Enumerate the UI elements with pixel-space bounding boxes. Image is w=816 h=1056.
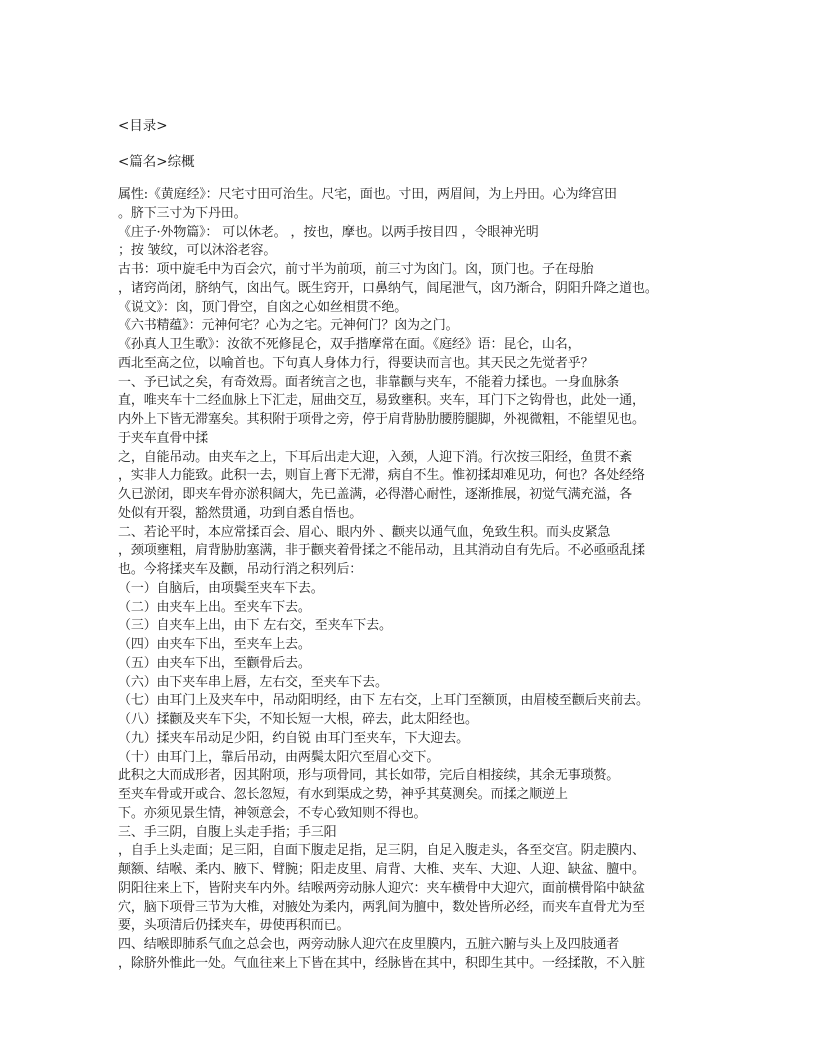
text-line: （十）由耳门上，靠后吊动，由两鬓太阳穴至眉心交下。 (118, 749, 440, 765)
text-line: 颠额、结喉、柔内、腋下、臂腕；阳走皮里、肩背、大椎、夹车、大迎、人迎、缺盆、膻中。 (118, 862, 645, 877)
text-line: 《孙真人卫生歌》：汝欲不死修昆仑，双手揩摩常在面。《庭经》语：昆仑，山名， (118, 337, 581, 352)
text-line: （一）自脑后，由项鬓至夹车下去。 (118, 580, 324, 596)
text-line: 于夹车直骨中揉 (118, 430, 208, 446)
text-line: 。脐下三寸为下丹田。 (118, 205, 247, 221)
text-line: 直，唯夹车十二经血脉上下汇走，屈曲交互，易致壅积。夹车，耳门下之钩骨也，此处一通， (118, 393, 645, 409)
text-line: （二）由夹车上出。至夹车下去。 (118, 599, 311, 615)
text-line: 一、予已试之矣，有奇效焉。面者统言之也，非靠颧与夹车，不能着力揉也。一身血脉条 (118, 374, 620, 390)
text-line: 西北至高之位，以喻首也。下句真人身体力行，得要诀而言也。其天民之先觉者乎？ (118, 355, 594, 371)
text-line: 至夹车骨或开或合、忽长忽短，有水到渠成之势，神乎其莫测矣。而揉之顺逆上 (118, 787, 568, 802)
text-line: 三、手三阴，自腹上头走手指；手三阳 (118, 824, 337, 840)
document-body (118, 186, 708, 974)
text-line: （七）由耳门上及夹车中，吊动阳明经，由下 左右交，上耳门至额顶，由眉棱至颧后夹前去。 (118, 693, 649, 709)
text-line: （九）揉夹车吊动足少阳，约自锐 由耳门至夹车，下大迎去。 (118, 730, 469, 746)
text-line: 处似有开裂，豁然贯通，功到自悉自悟也。 (118, 505, 363, 521)
text-line: （八）揉颧及夹车下尖，不知长短一大根，碎去，此太阳经也。 (118, 712, 478, 727)
text-line: （四）由夹车下出，至夹车上去。 (118, 637, 311, 652)
text-line: 古书：项中旋毛中为百会穴，前寸半为前项，前三寸为囟门。囟，顶门也。子在母胎 (118, 262, 594, 277)
text-line: （三）自夹车上出，由下 左右交，至夹车下去。 (118, 618, 392, 634)
text-line: ，诸窍尚闭，脐纳气，囟出气。既生窍开，口鼻纳气，闾尾泄气，囟乃渐合，阴阳升降之道也。 (118, 280, 658, 296)
text-line: （六）由下夹车串上唇，左右交，至夹车下去。 (118, 674, 388, 690)
text-line: ，实非人力能致。此积一去，则盲上膏下无滞，病自不生。惟初揉却难见功，何也？各处经络 (118, 468, 645, 484)
text-line: 四、结喉即肺系气血之总会也，两旁动脉人迎穴在皮里膜内，五脏六腑与头上及四肢通者 (118, 937, 620, 952)
section-title: <篇名>综概 (118, 154, 195, 170)
text-line: ，自手上头走面；足三阳，自面下腹走足指，足三阴，自足入腹走头，各至交宫。阴走膜内、 (118, 843, 645, 859)
toc-label: <目录> (118, 118, 168, 134)
text-line: 属性:《黄庭经》：尺宅寸田可治生。尺宅，面也。寸田，两眉间，为上丹田。心为绛宫田 (118, 187, 617, 202)
text-line: （五）由夹车下出，至颧骨后去。 (118, 655, 311, 671)
text-line: 《庄子·外物篇》： 可以休老。 ，按也，摩也。以两手按目四 ，令眼神光明 (118, 224, 539, 240)
text-line: 之，自能吊动。由夹车之上，下耳后出走大迎，入颈，人迎下消。行次按三阳经，鱼贯不紊 (118, 449, 633, 465)
text-line: ；按 皱纹，可以沐浴老容。 (118, 243, 277, 259)
text-line: 下。亦须见景生情，神领意会，不专心致知则不得也。 (118, 805, 427, 821)
text-line: 《说文》：囟，顶门骨空，自囟之心如丝相贯不绝。 (118, 299, 408, 315)
text-line: 阴阳往来上下，皆附夹车内外。结喉两旁动脉人迎穴：夹车横骨中大迎穴，面前横骨陷中缺盆 (118, 880, 645, 896)
text-line: ，颈项壅粗，肩背胁肋塞满，非于颧夹着骨揉之不能吊动，且其消动自有先后。不必亟亟乱揉 (118, 543, 645, 559)
text-line: 要，头项清后仍揉夹车，毋使再积而已。 (118, 918, 350, 934)
text-line: 《六书精蕴》：元神何宅？心为之宅。元神何门？囟为之门。 (118, 318, 459, 334)
text-line: 也。今将揉夹车及颧，吊动行消之积列后： (118, 562, 363, 577)
text-line: 久已淤闭，即夹车骨亦淤积阔大，先已盖满，必得潜心耐性，逐渐推展，初觉气满充溢，各 (118, 487, 633, 502)
text-line: 此积之大而成形者，因其附项，形与项骨同，其长如带，完后自相接续，其余无事琐赘。 (118, 768, 620, 784)
text-line: 二、若论平时，本应常揉百会、眉心、眼内外 、颧夹以通气血，免致生积。而头皮紧急 (118, 524, 611, 540)
text-line: 穴，脑下项骨三节为大椎，对腋处为柔内，两乳间为膻中，数处皆所必经，而夹车直骨尤为至 (118, 899, 645, 915)
text-line: ，除脐外惟此一处。气血往来上下皆在其中，经脉皆在其中，积即生其中。一经揉散，不入脏 (118, 955, 645, 971)
text-line: 内外上下皆无滞塞矣。其积附于项骨之旁，停于肩背胁肋腰胯腿脚，外视微粗，不能望见也。 (118, 412, 645, 427)
